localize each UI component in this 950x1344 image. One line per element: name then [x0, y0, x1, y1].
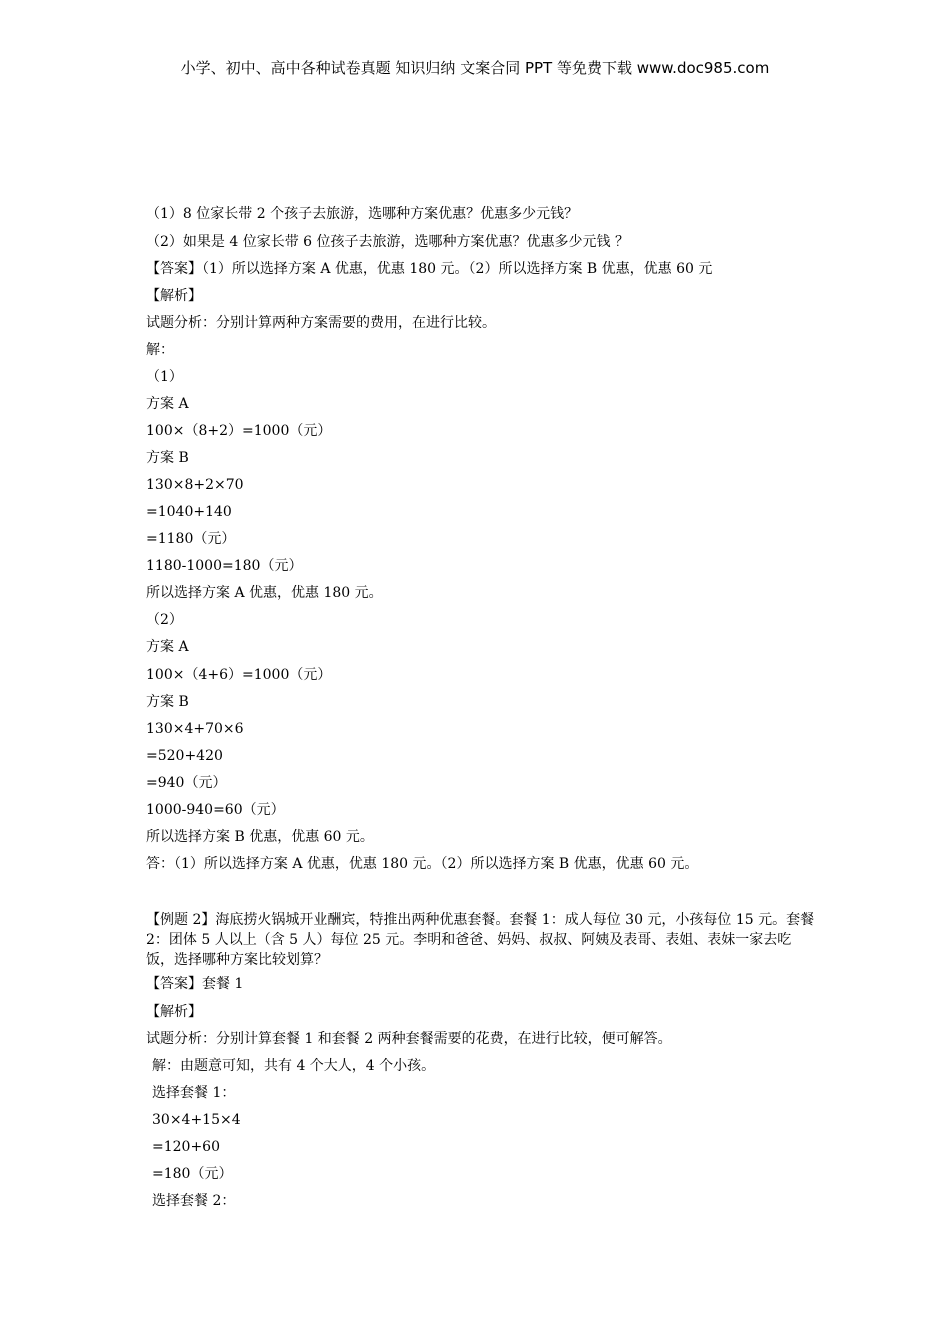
example-2-solution-line: =180（元） [152, 1166, 233, 1182]
analysis-text: 试题分析：分别计算两种方案需要的费用，在进行比较。 [146, 315, 496, 331]
conclusion-line: 所以选择方案 B 优惠，优惠 60 元。 [146, 829, 374, 845]
solution-label: 解： [146, 342, 174, 358]
example-2-solution-line: 解：由题意可知，共有 4 个大人，4 个小孩。 [152, 1058, 436, 1074]
calculation-line: 1180-1000=180（元） [146, 558, 303, 574]
example-2-solution-line: 选择套餐 2： [152, 1193, 236, 1209]
calculation-line: =1040+140 [146, 504, 232, 520]
page-header: 小学、初中、高中各种试卷真题 知识归纳 文案合同 PPT 等免费下载 www.doc985.com [180, 59, 770, 77]
solution-part-2-label: （2） [146, 612, 183, 628]
answer-line: 【答案】（1）所以选择方案 A 优惠，优惠 180 元。（2）所以选择方案 B 优惠，优惠 60 元 [146, 261, 713, 277]
final-answer-line: 答：（1）所以选择方案 A 优惠，优惠 180 元。（2）所以选择方案 B 优惠，优惠 60 元。 [146, 856, 699, 872]
question-part-2: （2）如果是 4 位家长带 6 位孩子去旅游，选哪种方案优惠？优惠多少元钱 ？ [146, 234, 629, 250]
calculation-line: 130×8+2×70 [146, 477, 244, 493]
example-2-solution-line: =120+60 [152, 1139, 220, 1155]
conclusion-line: 所以选择方案 A 优惠，优惠 180 元。 [146, 585, 383, 601]
plan-a-label: 方案 A [146, 396, 189, 412]
example-2-solution-line: 选择套餐 1： [152, 1085, 236, 1101]
example-2-analysis-label: 【解析】 [146, 1004, 202, 1020]
calculation-line: 130×4+70×6 [146, 721, 244, 737]
analysis-label: 【解析】 [146, 288, 202, 304]
calculation-line: =940（元） [146, 775, 227, 791]
calculation-line: =1180（元） [146, 531, 236, 547]
plan-b-label: 方案 B [146, 450, 189, 466]
solution-part-1-label: （1） [146, 369, 183, 385]
calculation-line: 100×（8+2）=1000（元） [146, 423, 332, 439]
example-2-answer: 【答案】套餐 1 [146, 976, 244, 992]
question-part-1: （1）8 位家长带 2 个孩子去旅游，选哪种方案优惠？优惠多少元钱？ [146, 206, 579, 222]
example-2-analysis-text: 试题分析：分别计算套餐 1 和套餐 2 两种套餐需要的花费，在进行比较，便可解答。 [146, 1031, 672, 1047]
calculation-line: 100×（4+6）=1000（元） [146, 667, 332, 683]
plan-a-label: 方案 A [146, 639, 189, 655]
example-2-solution-line: 30×4+15×4 [152, 1112, 241, 1128]
calculation-line: =520+420 [146, 748, 223, 764]
example-2-question: 【例题 2】海底捞火锅城开业酬宾，特推出两种优惠套餐。套餐 1：成人每位 30 元，小孩每位 15 元。套餐 2：团体 5 人以上（含 5 人）每位 25 元。李明和爸爸、妈妈、叔叔、阿姨及表哥、表姐、表妹一家去吃饭，选择哪种方案比较划算？ [146, 912, 815, 968]
plan-b-label: 方案 B [146, 694, 189, 710]
calculation-line: 1000-940=60（元） [146, 802, 285, 818]
